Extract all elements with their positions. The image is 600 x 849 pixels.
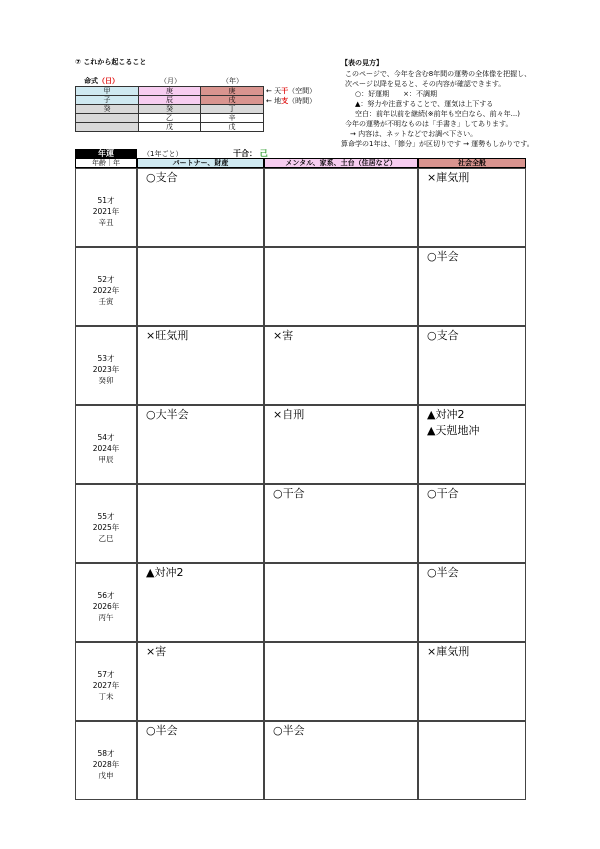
tenkan-red: 干 [281,87,289,95]
row-year: 2021年 [92,207,120,216]
row-year: 2025年 [92,523,120,532]
social-cell [418,563,526,642]
fortune-entry: ×庫気刑 [427,645,470,658]
row-kanshi: 丁未 [98,692,114,701]
age-year-label [76,195,136,228]
row-age: 52才 [97,275,115,284]
row-kanshi: 丙午 [98,613,114,622]
row-year: 2024年 [92,444,120,453]
row-label-cell [75,247,137,326]
legend-line: → 内容は、ネットなどでお調べ下さい。 [350,130,478,138]
meishiki-cell: 戌 [201,96,264,105]
social-header: 社会全般 [418,158,526,168]
partner-cell [137,484,264,563]
partner-cell [137,326,264,405]
social-cell [418,405,526,484]
meishiki-label-text: 命式 [84,77,98,85]
mental-cell [264,484,418,563]
mental-header: メンタル、家系、土台（住居など） [264,158,418,168]
row-kanshi: 甲辰 [98,455,114,464]
fortune-entry: ○支合 [427,329,459,342]
social-cell [418,168,526,247]
age-year-label [76,353,136,386]
mental-cell [264,721,418,800]
fortune-entry: ▲対冲2 [427,408,465,421]
meishiki-row [76,114,264,123]
partner-cell [137,405,264,484]
social-cell [418,642,526,721]
legend-line: ○：好運期 ×：不調期 [355,90,437,98]
row-age: 51才 [97,196,115,205]
legend-line: 算命学の1年は、「節分」が区切りです → 運勢もしかりです。 [341,140,534,148]
mental-cell [264,405,418,484]
meishiki-cell: 子 [76,96,139,105]
row-age: 58才 [97,749,115,758]
row-kanshi: 癸卯 [98,376,114,385]
fortune-entry: ○半会 [427,566,459,579]
row-label-cell [75,563,137,642]
fortune-entry: ○支合 [146,171,178,184]
meishiki-row [76,87,264,96]
meishiki-cell: 庚 [201,87,264,96]
meishiki-cell: 庚 [139,87,201,96]
fortune-entry: ×庫気刑 [427,171,470,184]
meishiki-cell: 甲 [76,87,139,96]
fortune-entry: ○半会 [146,724,178,737]
age-year-label [76,590,136,623]
row-label-cell [75,168,137,247]
meishiki-cell [76,123,139,132]
legend-line: このページで、今年を含む8年間の運勢の全体像を把握し、 [345,70,532,78]
row-label-cell [75,326,137,405]
row-year: 2028年 [92,760,120,769]
row-kanshi: 乙巳 [98,534,114,543]
meishiki-cell: 丁 [201,105,264,114]
row-year: 2023年 [92,365,120,374]
age-year-header: 年齢｜年 [75,158,137,168]
meishiki-month-header: （月） [160,77,181,85]
meishiki-cell [76,114,139,123]
age-year-label [76,748,136,781]
chishi-note: （時間） [288,97,317,105]
meishiki-row [76,105,264,114]
social-cell [418,721,526,800]
fortune-entry: ▲対冲2 [146,566,184,579]
mental-cell [264,168,418,247]
meishiki-label [84,77,119,86]
row-year: 2022年 [92,286,120,295]
fortune-entry: ○干合 [273,487,305,500]
fortune-entry: ▲天剋地冲 [427,424,480,437]
row-kanshi: 辛丑 [98,218,114,227]
legend-line: 今年の運勢が不明なものは「手書き」してあります。 [345,120,513,128]
partner-cell [137,642,264,721]
mental-cell [264,326,418,405]
meishiki-cell: 辛 [201,114,264,123]
row-label-cell [75,642,137,721]
partner-cell [137,563,264,642]
chishi-red: 支 [281,97,289,105]
age-year-label [76,511,136,544]
meishiki-table [75,86,264,132]
row-kanshi: 壬寅 [98,297,114,306]
fortune-entry: ×自刑 [273,408,305,421]
tenkan-note: （空間） [288,87,317,95]
fortune-entry: ○干合 [427,487,459,500]
row-age: 53才 [97,354,115,363]
fortune-entry: ×害 [273,329,294,342]
partner-header: パートナー、財産 [137,158,264,168]
row-label-cell [75,405,137,484]
meishiki-cell: 癸 [139,105,201,114]
age-year-label [76,274,136,307]
social-cell [418,326,526,405]
row-age: 56才 [97,591,115,600]
row-age: 57才 [97,670,115,679]
legend-line: 次ページ以降を見ると、その内容が確認できます。 [345,80,506,88]
row-year: 2027年 [92,681,120,690]
meishiki-cell: 戊 [201,123,264,132]
meishiki-cell: 乙 [139,114,201,123]
tenkan-arrow [266,87,316,96]
row-year: 2026年 [92,602,120,611]
section-title: ⑦ これから起こること [75,58,147,66]
social-cell [418,484,526,563]
fortune-entry: ○半会 [273,724,305,737]
legend-line: 空白：前年以前を継続(※前年も空白なら、前々年...) [355,110,521,118]
meishiki-row [76,123,264,132]
partner-cell [137,247,264,326]
row-age: 55才 [97,512,115,521]
chishi-arrow-text: ← 地 [266,97,282,105]
partner-cell [137,168,264,247]
age-year-label [76,432,136,465]
partner-cell [137,721,264,800]
social-cell [418,247,526,326]
row-label-cell [75,721,137,800]
fortune-entry: ○大半会 [146,408,189,421]
nenun-label: 年運 [75,149,137,159]
meishiki-cell: 戊 [139,123,201,132]
mental-cell [264,563,418,642]
fortune-entry: ×害 [146,645,167,658]
row-age: 54才 [97,433,115,442]
legend-title: 【表の見方】 [341,59,383,67]
legend-line: ▲：努力や注意することで、運気は上下する [355,100,494,108]
fortune-entry: ○半会 [427,250,459,263]
nenun-note: （1年ごと） [143,150,183,158]
meishiki-row [76,96,264,105]
meishiki-day-header: （日） [98,77,119,85]
tenkan-arrow-text: ← 天 [266,87,282,95]
chishi-arrow [266,97,316,106]
kango-value: 己 [259,149,268,158]
meishiki-cell: 癸 [76,105,139,114]
mental-cell [264,642,418,721]
fortune-entry: ×旺気刑 [146,329,189,342]
meishiki-year-header: （年） [222,77,243,85]
kango-label-text: 干合： [233,149,257,158]
age-year-label [76,669,136,702]
row-kanshi: 戊申 [98,771,114,780]
mental-cell [264,247,418,326]
row-label-cell [75,484,137,563]
meishiki-cell: 辰 [139,96,201,105]
